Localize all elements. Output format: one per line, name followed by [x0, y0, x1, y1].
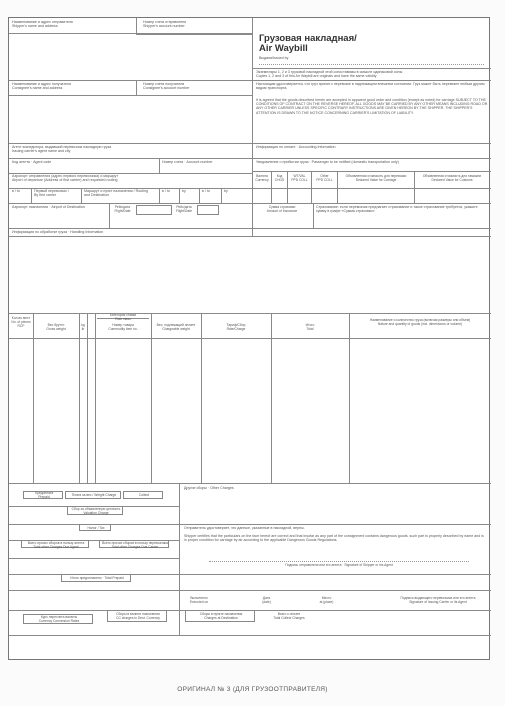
title-ru: Грузовая накладная/	[259, 33, 357, 44]
prepaid-tab: Предоплата Prepaid	[23, 491, 63, 499]
charges-destination-box: Сборы в пункте назначения Charges at Destination	[185, 610, 255, 622]
to3-label: в / to	[202, 189, 210, 193]
total-header: Итого Total	[305, 323, 315, 331]
declared-carriage-label: Объявленная стоимость для перевозки Declared Value for Carriage	[345, 174, 407, 182]
divider-consignee	[136, 80, 137, 95]
insurance-note: Страхование: если перевозчик предлагает страхование и такое страхование требуется, укажите сумму в графе «Сумма страховки».	[316, 205, 478, 214]
date-label: Дата (date)	[262, 596, 271, 604]
currency-label: Валюта Currency	[255, 174, 269, 182]
shipper-cert-en: Shipper certifies that the particulars on the face hereof are correct and that insofar as any part of the consignment contains dangerous goods, such part is properly described by name and is in proper condition for carriage by air according to the applicable Dangerous Goods Regulations.	[184, 534, 484, 543]
other-label: Other PPD COLL	[316, 174, 333, 182]
consignee-account-label: Номер счета получателя Consignee's account number	[143, 82, 190, 91]
account-no-label: Номер счета · Account number	[162, 160, 213, 164]
shipper-account-label: Номер счета отправителя Shipper's account number	[143, 20, 187, 29]
rate-charge-header: Тариф/Сбор Rate/Charge	[226, 323, 246, 331]
kg-lb-header: kg lb	[81, 323, 85, 331]
weight-charge-tab: Плата за вес / Weight Charge	[65, 491, 121, 499]
chargeable-weight-header: Вес, подлежащий оплате Chargeable weight	[156, 323, 196, 331]
flight-date-label: Рейс/дата Flight/Date	[114, 205, 131, 213]
title-en: Air Waybill	[259, 43, 308, 54]
other-charges-label: Другие сборы · Other Charges	[184, 486, 234, 490]
currency-conversion-box: Курс пересчета валюты Currency Conversion Rates	[23, 614, 93, 624]
nature-quantity-header: Наименование и количество груза (включая размеры или объем) Nature and quantity of goods (incl. dimensions or volume)	[369, 318, 471, 326]
at-place-label: Место at (place)	[319, 596, 334, 604]
consignee-name-label: Наименование и адрес получателя Consignee's name and address	[12, 82, 71, 91]
divider-shipper	[136, 18, 137, 33]
total-prepaid-tab: Итого предоплачено · Total Prepaid	[61, 574, 131, 582]
flight-date2-label: Рейс/дата Flight/Date	[176, 205, 192, 213]
agent-code-label: Код агента · Agent code	[12, 160, 52, 164]
rate-class-header: Категория ставки Rate class	[109, 313, 137, 321]
declared-customs-label: Объявленная стоимость для таможни Declared Value for Customs	[422, 174, 482, 182]
by3-label: by	[224, 189, 228, 193]
air-waybill-form	[8, 17, 490, 660]
copies-note: Экземпляры 1, 2 и 3 грузовой накладной этой сопоставимы в смысле одинаковой силы Copies 1, 2 and 3 of this Air Waybill are originals and have the same validity	[256, 70, 403, 79]
by2-label: by	[182, 189, 186, 193]
amount-insurance-label: Сумма страховки Amount of Insurance	[266, 205, 298, 213]
valuation-charge-tab: Сбор за объявленную ценность Valuation Charge	[67, 506, 123, 515]
signature-shipper-label: Подпись отправителя или его агента · Signature of Shipper or his Agent	[285, 563, 393, 567]
signature-carrier-label: Подпись выдающего перевозчика или его агента Signature of Issuing Carrier or its Agent	[400, 596, 476, 604]
to2-label: в / to	[162, 189, 170, 193]
gross-weight-header: Вес брутто Gross weight	[46, 323, 66, 331]
total-due-carrier-tab: Всего прочих сборов в пользу перевозчика Total other Charges Due Carrier	[99, 540, 169, 548]
commodity-header: Номер товара Commodity item no.	[108, 323, 138, 331]
issuing-agent-label: Агент экспедитора, выдавший перевозчик накладную груза Issuing carrier's agent name and city	[12, 145, 112, 154]
handling-label: Информация по обработке груза · Handling Information	[12, 230, 104, 234]
flight-date-box-1[interactable]	[136, 205, 172, 215]
shipper-name-label: Наименование и адрес отправителя Shipper's name and address	[12, 20, 73, 29]
cc-charges-box: Сборы в валюте назначения CC charges in Dest. Currency	[107, 610, 167, 622]
original-number-footer: ОРИГИНАЛ № 3 (ДЛЯ ГРУЗООТПРАВИТЕЛЯ)	[177, 686, 328, 693]
departure-label: Аэропорт отправления (адрес первого перевозчика) и маршрут Airport of departure (Address of first carrier) and requested routing	[12, 174, 119, 183]
collect-tab: Collect	[123, 491, 163, 499]
conditions-en: It is agreed that the goods described herein are accepted in apparent good order and condition (except as noted) for carriage SUBJECT TO THE CONDITIONS OF CONTRACT ON THE REVERSE HEREOF. ALL GOODS MAY BE CARRIED BY ANY OTHER MEANS INCLUDING ROAD OR ANY OTHER CARRIER UNLESS SPECIFIC CONTRARY INSTRUCTIONS ARE GIVEN HEREON BY THE SHIPPER. THE SHIPPER'S ATTENTION IS DRAWN TO THE NOTICE CONCERNING CARRIER'S LIMITATION OF LIABILITY.	[256, 98, 488, 115]
routing-dest-label: Маршрут и пункт назначения / Routing and Destination	[84, 189, 148, 198]
issued-by-label: Выдана/Issued by	[259, 56, 289, 60]
chgs-label: Код CHGS	[274, 174, 285, 182]
shipper-cert-ru: Отправитель удостоверяет, что данные, указанные в накладной, верны.	[184, 526, 305, 530]
executed-on-label: Выполнено Executed on	[189, 596, 209, 604]
accounting-info-label: Информация по оплате · Accounting Information	[256, 145, 336, 149]
flight-date-box-2[interactable]	[197, 205, 219, 215]
tax-tab: Налог / Tax	[79, 524, 111, 531]
conditions-ru: Настоящим удостоверяется, что груз принят к перевозке в надлежащем внешнем состоянии. Груз может быть перевезен любым другим видом транспорта.	[256, 82, 485, 91]
total-due-agent-tab: Всего прочих сборов в пользу агента Total other Charges Due Agent	[21, 540, 89, 548]
airport-dest-label: Аэропорт назначения · Airport of Destination	[12, 205, 85, 209]
first-carrier-label: Первый перевозчик / By first carrier	[34, 189, 69, 198]
total-collect-charges-label: Всего к оплате Total Collect Charges	[273, 612, 305, 620]
to-label: в / to	[12, 189, 20, 193]
notify-label: Уведомление о прибытии груза · Passenger to be notified (domestic transportation only)	[256, 160, 399, 164]
wt-val-label: WT/VAL PPD COLL	[291, 174, 308, 182]
pieces-header: Кол-во мест No. of pieces RCP	[11, 316, 31, 328]
